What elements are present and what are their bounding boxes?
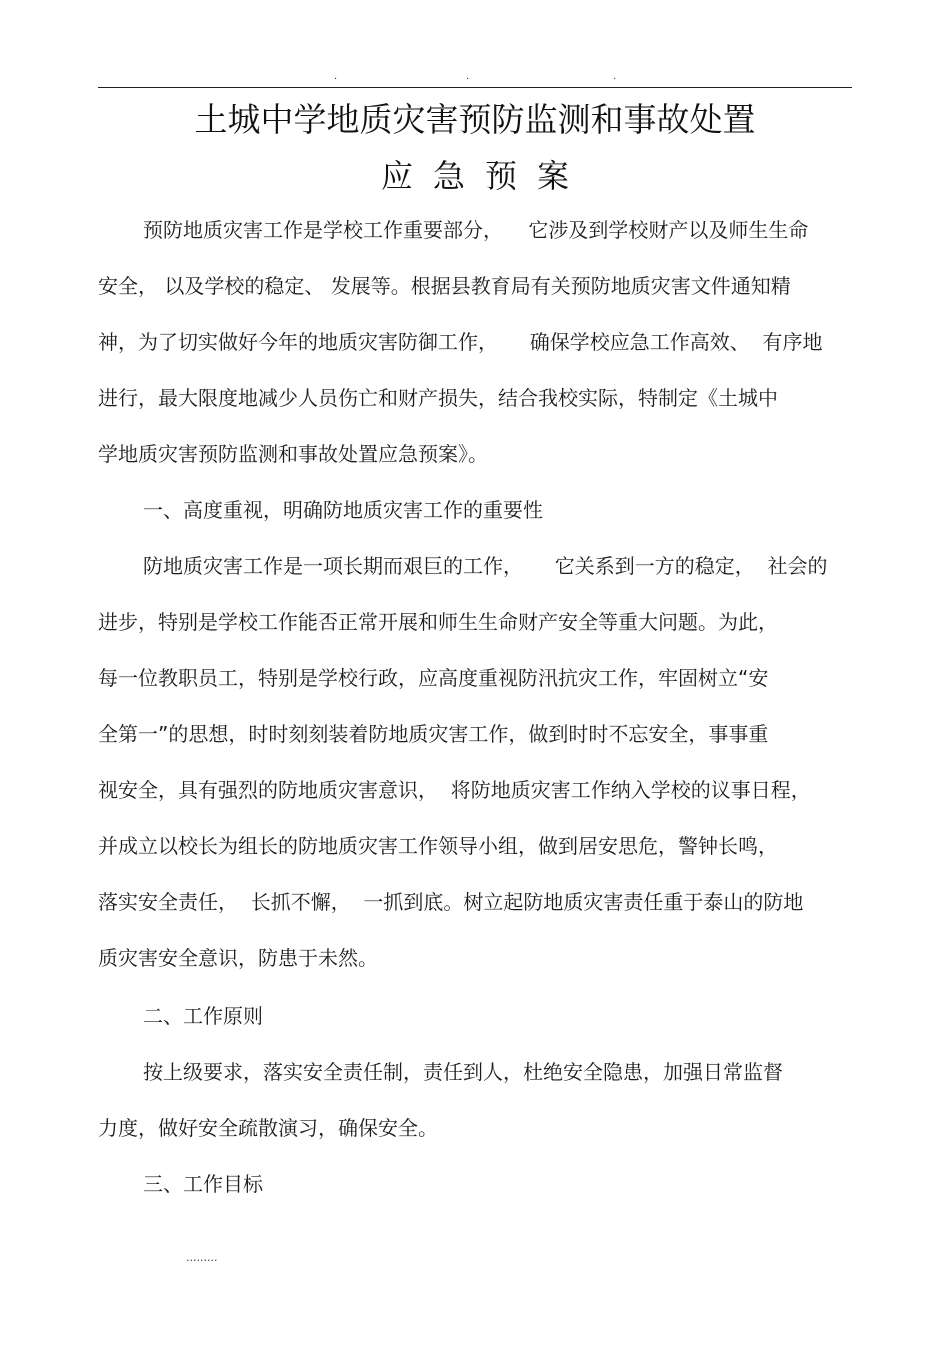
section-heading: 三、工作目标 xyxy=(143,1172,263,1196)
paragraph-line: 学地质灾害预防监测和事故处置应急预案》。 xyxy=(98,442,488,466)
paragraph-line: 每一位教职员工，特别是学校行政，应高度重视防汛抗灾工作，牢固树立“安 xyxy=(98,666,769,690)
paragraph-line: 视安全，具有强烈的防地质灾害意识， 将防地质灾害工作纳入学校的议事日程， xyxy=(98,778,811,802)
paragraph-line: 安全， 以及学校的稳定、 发展等。根据县教育局有关预防地质灾害文件通知精 xyxy=(98,274,791,298)
paragraph-line: 并成立以校长为组长的防地质灾害工作领导小组，做到居安思危，警钟长鸣， xyxy=(98,834,778,858)
section-heading: 二、工作原则 xyxy=(143,1004,263,1028)
header-dot: . xyxy=(334,71,338,82)
paragraph-line: 力度，做好安全疏散演习，确保安全。 xyxy=(98,1116,438,1140)
paragraph-line: 神，为了切实做好今年的地质灾害防御工作， 确保学校应急工作高效、 有序地 xyxy=(98,330,823,354)
header-dot: . xyxy=(613,71,617,82)
document-title: 土城中学地质灾害预防监测和事故处置 xyxy=(194,100,756,139)
paragraph-line: 进行，最大限度地减少人员伤亡和财产损失，结合我校实际，特制定《土城中 xyxy=(98,386,778,410)
paragraph-line: 按上级要求，落实安全责任制，责任到人，杜绝安全隐患，加强日常监督 xyxy=(143,1060,783,1084)
header-dot: . xyxy=(466,71,470,82)
header-dots xyxy=(0,72,950,86)
paragraph-line: 落实安全责任， 长抓不懈， 一抓到底。树立起防地质灾害责任重于泰山的防地 xyxy=(98,890,804,914)
paragraph-line: 全第一”的思想，时时刻刻装着防地质灾害工作，做到时时不忘安全，事事重 xyxy=(98,722,769,746)
paragraph-line: 防地质灾害工作是一项长期而艰巨的工作， 它关系到一方的稳定， 社会的 xyxy=(143,554,828,578)
document-subtitle: 应急预案 xyxy=(380,157,589,195)
paragraph-line: 进步，特别是学校工作能否正常开展和师生生命财产安全等重大问题。为此， xyxy=(98,610,778,634)
paragraph-line: 预防地质灾害工作是学校工作重要部分， 它涉及到学校财产以及师生生命 xyxy=(143,218,809,242)
footer-dots: ......... xyxy=(186,1251,218,1264)
paragraph-line: 质灾害安全意识，防患于未然。 xyxy=(98,946,378,970)
header-rule xyxy=(98,87,852,88)
section-heading: 一、高度重视，明确防地质灾害工作的重要性 xyxy=(143,498,543,522)
